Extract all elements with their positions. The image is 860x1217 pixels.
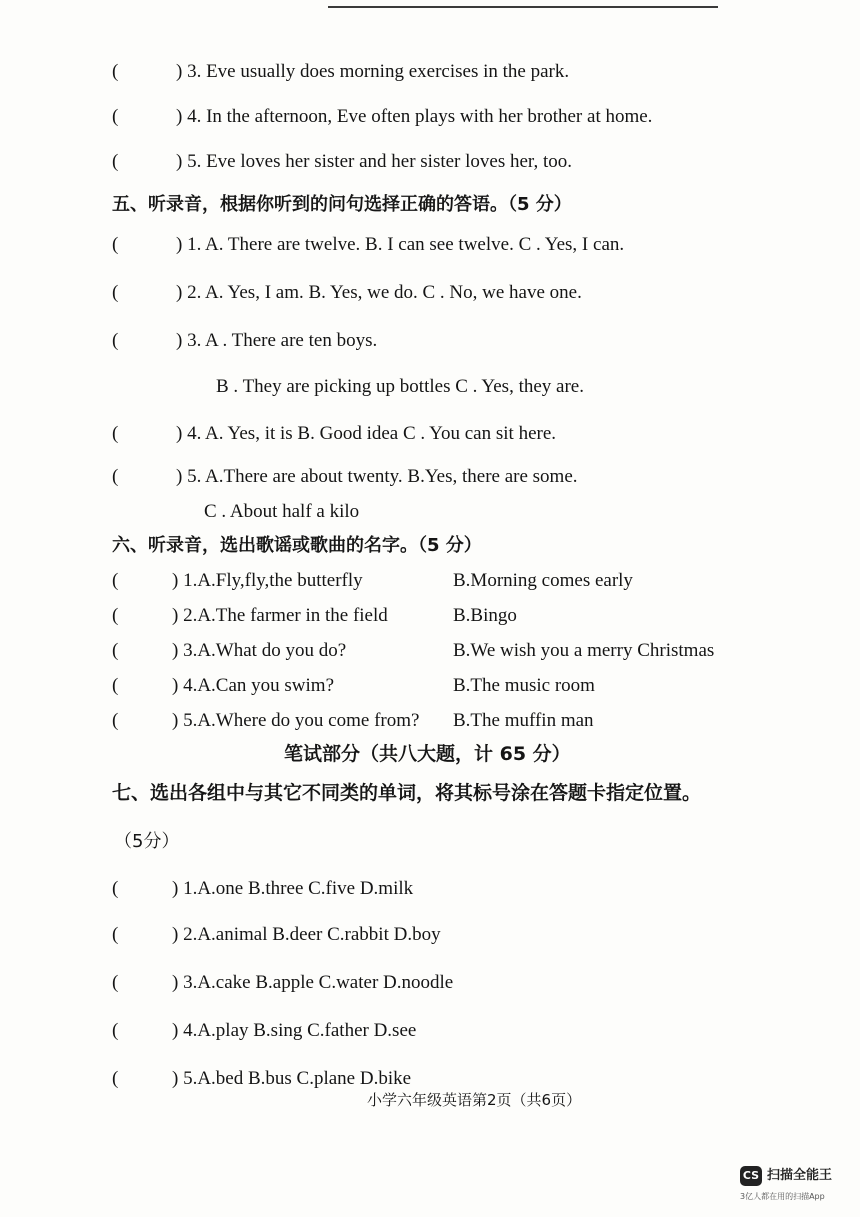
option-b: B.The muffin man bbox=[453, 710, 594, 731]
answer-paren: ( bbox=[112, 972, 119, 993]
answer-paren: ( bbox=[112, 1068, 119, 1089]
section-seven-score: （5分） bbox=[114, 831, 180, 852]
answer-paren: ( bbox=[112, 605, 119, 626]
question-item: ) 1.A.one B.three C.five D.milk bbox=[172, 878, 414, 899]
question-item: ) 4. A. Yes, it is B. Good idea C . You can sit here. bbox=[176, 423, 557, 444]
section-five-title: 五、听录音，根据你听到的问句选择正确的答语。（5 分） bbox=[112, 194, 572, 215]
option-a: ) 2.A.The farmer in the field bbox=[172, 605, 388, 626]
option-a: ) 5.A.Where do you come from? bbox=[172, 710, 420, 731]
answer-paren: ( bbox=[112, 151, 119, 172]
question-item: ) 5. Eve loves her sister and her sister loves her, too. bbox=[176, 151, 573, 172]
question-item: ) 4. In the afternoon, Eve often plays with her brother at home. bbox=[176, 106, 653, 127]
answer-paren: ( bbox=[112, 330, 119, 351]
option-a: ) 1.A.Fly,fly,the butterfly bbox=[172, 570, 363, 591]
camscanner-logo-icon: CS bbox=[740, 1166, 762, 1186]
answer-paren: ( bbox=[112, 710, 119, 731]
question-item: ) 3. A . There are ten boys. bbox=[176, 330, 378, 351]
answer-paren: ( bbox=[112, 423, 119, 444]
question-item-continued: B . They are picking up bottles C . Yes, they are. bbox=[216, 376, 584, 397]
option-b: B.We wish you a merry Christmas bbox=[453, 640, 715, 661]
question-item: ) 4.A.play B.sing C.father D.see bbox=[172, 1020, 417, 1041]
answer-paren: ( bbox=[112, 675, 119, 696]
answer-paren: ( bbox=[112, 61, 119, 82]
option-b: B.Morning comes early bbox=[453, 570, 633, 591]
question-item-continued: C . About half a kilo bbox=[204, 501, 360, 522]
option-b: B.Bingo bbox=[453, 605, 517, 626]
option-b: B.The music room bbox=[453, 675, 595, 696]
section-seven-title: 七、选出各组中与其它不同类的单词，将其标号涂在答题卡指定位置。 bbox=[112, 782, 702, 804]
option-a: ) 3.A.What do you do? bbox=[172, 640, 347, 661]
question-item: ) 3. Eve usually does morning exercises in the park. bbox=[176, 61, 570, 82]
scanner-watermark bbox=[740, 1164, 850, 1210]
top-rule bbox=[328, 6, 718, 8]
answer-paren: ( bbox=[112, 924, 119, 945]
watermark-tagline: 3亿人都在用的扫描App bbox=[740, 1192, 825, 1201]
answer-paren: ( bbox=[112, 234, 119, 255]
page-footer: 小学六年级英语第2页（共6页） bbox=[367, 1091, 582, 1109]
answer-paren: ( bbox=[112, 878, 119, 899]
question-item: ) 5.A.bed B.bus C.plane D.bike bbox=[172, 1068, 412, 1089]
question-item: ) 2. A. Yes, I am. B. Yes, we do. C . No, we have one. bbox=[176, 282, 582, 303]
section-six-title: 六、听录音，选出歌谣或歌曲的名字。（5 分） bbox=[112, 535, 482, 556]
answer-paren: ( bbox=[112, 570, 119, 591]
written-part-title: 笔试部分（共八大题，计 65 分） bbox=[284, 743, 571, 765]
answer-paren: ( bbox=[112, 106, 119, 127]
question-item: ) 3.A.cake B.apple C.water D.noodle bbox=[172, 972, 454, 993]
question-item: ) 2.A.animal B.deer C.rabbit D.boy bbox=[172, 924, 441, 945]
answer-paren: ( bbox=[112, 282, 119, 303]
answer-paren: ( bbox=[112, 1020, 119, 1041]
option-a: ) 4.A.Can you swim? bbox=[172, 675, 335, 696]
answer-paren: ( bbox=[112, 466, 119, 487]
question-item: ) 1. A. There are twelve. B. I can see twelve. C . Yes, I can. bbox=[176, 234, 625, 255]
answer-paren: ( bbox=[112, 640, 119, 661]
question-item: ) 5. A.There are about twenty. B.Yes, there are some. bbox=[176, 466, 578, 487]
watermark-app-name: 扫描全能王 bbox=[767, 1168, 833, 1183]
